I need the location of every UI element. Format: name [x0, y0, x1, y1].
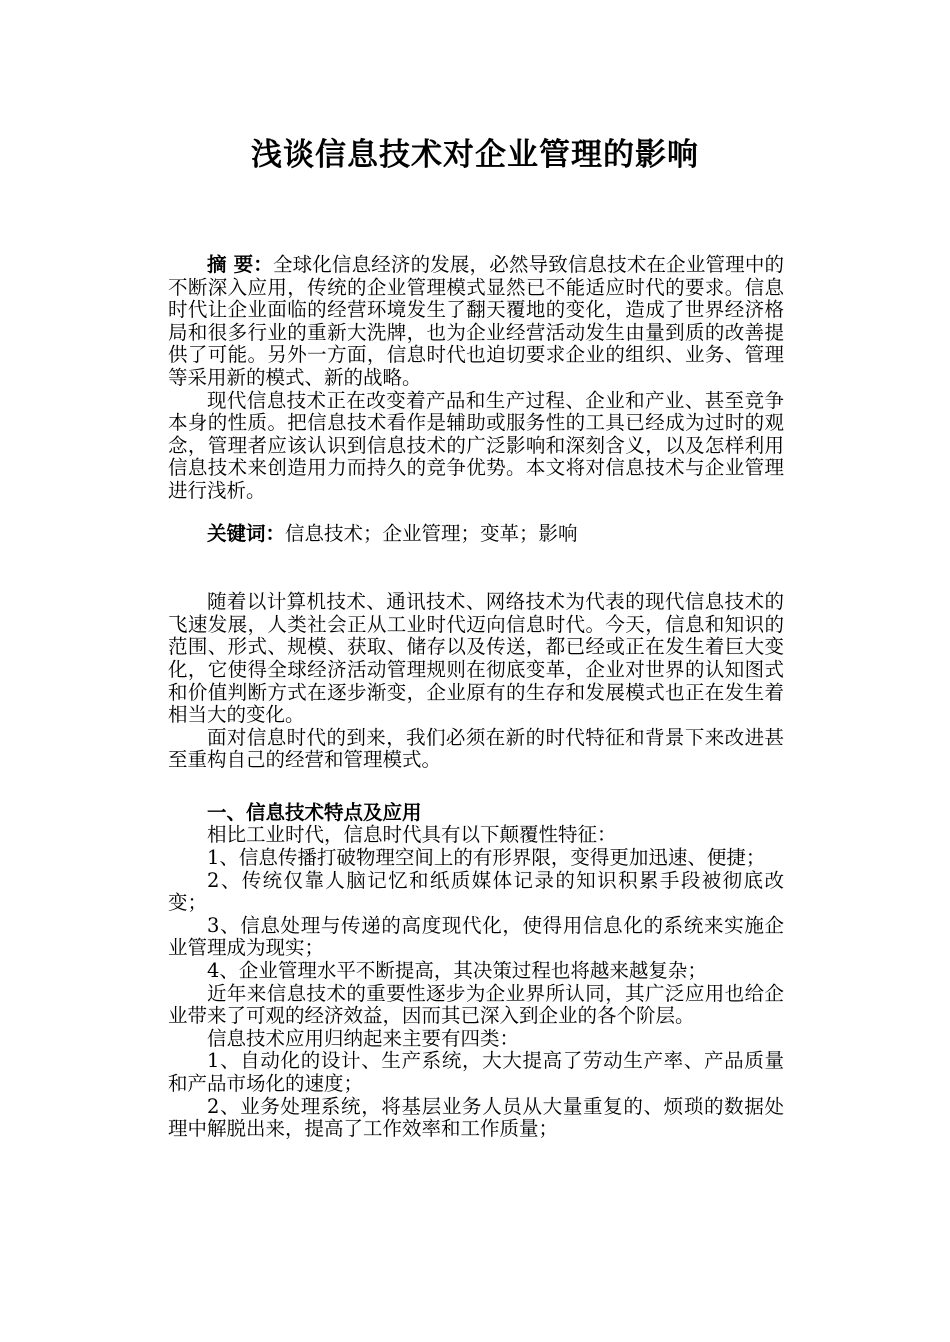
document-title: 浅谈信息技术对企业管理的影响: [251, 137, 699, 173]
section-paragraph: 近年来信息技术的重要性逐步为企业界所认同，其广泛应用也给企业带来了可观的经济效益，因而其已深入到企业的各个阶层。: [168, 981, 784, 1028]
abstract-paragraph-2: 现代信息技术正在改变着产品和生产过程、企业和产业、甚至竞争本身的性质。把信息技术看作是辅助或服务性的工具已经成为过时的观念，管理者应该认识到信息技术的广泛影响和深刻含义，以及怎样利用信息技术来创造用力而持久的竞争优势。本文将对信息技术与企业管理进行浅析。: [168, 388, 784, 502]
intro-paragraph: 面对信息时代的到来，我们必须在新的时代特征和背景下来改进甚至重构自己的经营和管理模式。: [168, 725, 784, 772]
section-paragraph: 2、传统仅靠人脑记忆和纸质媒体记录的知识积累手段被彻底改变；: [168, 868, 784, 915]
keywords-label: 关键词：: [207, 521, 286, 545]
keywords-line: [168, 523, 784, 546]
intro-paragraph: 随着以计算机技术、通讯技术、网络技术为代表的现代信息技术的飞速发展，人类社会正从工业时代迈向信息时代。今天，信息和知识的范围、形式、规模、获取、储存以及传送，都已经或正在发生着巨大变化，它使得全球经济活动管理规则在彻底变革，企业对世界的认知图式和价值判断方式在逐步渐变，企业原有的生存和发展模式也正在发生着相当大的变化。: [168, 590, 784, 727]
section-paragraph: 4、企业管理水平不断提高，其决策过程也将越来越复杂；: [207, 959, 707, 983]
section-heading: 一、信息技术特点及应用: [207, 800, 422, 824]
abstract-text: 全球化信息经济的发展，必然导致信息技术在企业管理中的不断深入应用，传统的企业管理模式显然已不能适应时代的要求。信息时代让企业面临的经营环境发生了翻天覆地的变化，造成了世界经济格局和很多行业的重新大洗牌，也为企业经营活动发生由量到质的改善提供了可能。另外一方面，信息时代也迫切要求企业的组织、业务、管理等采用新的模式、新的战略。: [168, 253, 784, 389]
abstract-label: 摘 要：: [207, 253, 273, 276]
section-paragraph: 相比工业时代，信息时代具有以下颠覆性特征：: [207, 823, 617, 847]
abstract-paragraph: [168, 254, 784, 390]
section-paragraph: 1、信息传播打破物理空间上的有形界限，变得更加迅速、便捷；: [207, 846, 766, 870]
section-paragraph: 信息技术应用归纳起来主要有四类：: [207, 1026, 520, 1050]
keywords-text: 信息技术；企业管理；变革；影响: [285, 521, 578, 545]
section-paragraph: 1、自动化的设计、生产系统，大大提高了劳动生产率、产品质量和产品市场化的速度；: [168, 1049, 784, 1095]
section-paragraph: 3、信息处理与传递的高度现代化，使得用信息化的系统来实施企业管理成为现实；: [168, 913, 784, 960]
section-paragraph: 2、业务处理系统，将基层业务人员从大量重复的、烦琐的数据处理中解脱出来，提高了工作效率和工作质量；: [168, 1094, 784, 1141]
document-body: [168, 254, 784, 1141]
